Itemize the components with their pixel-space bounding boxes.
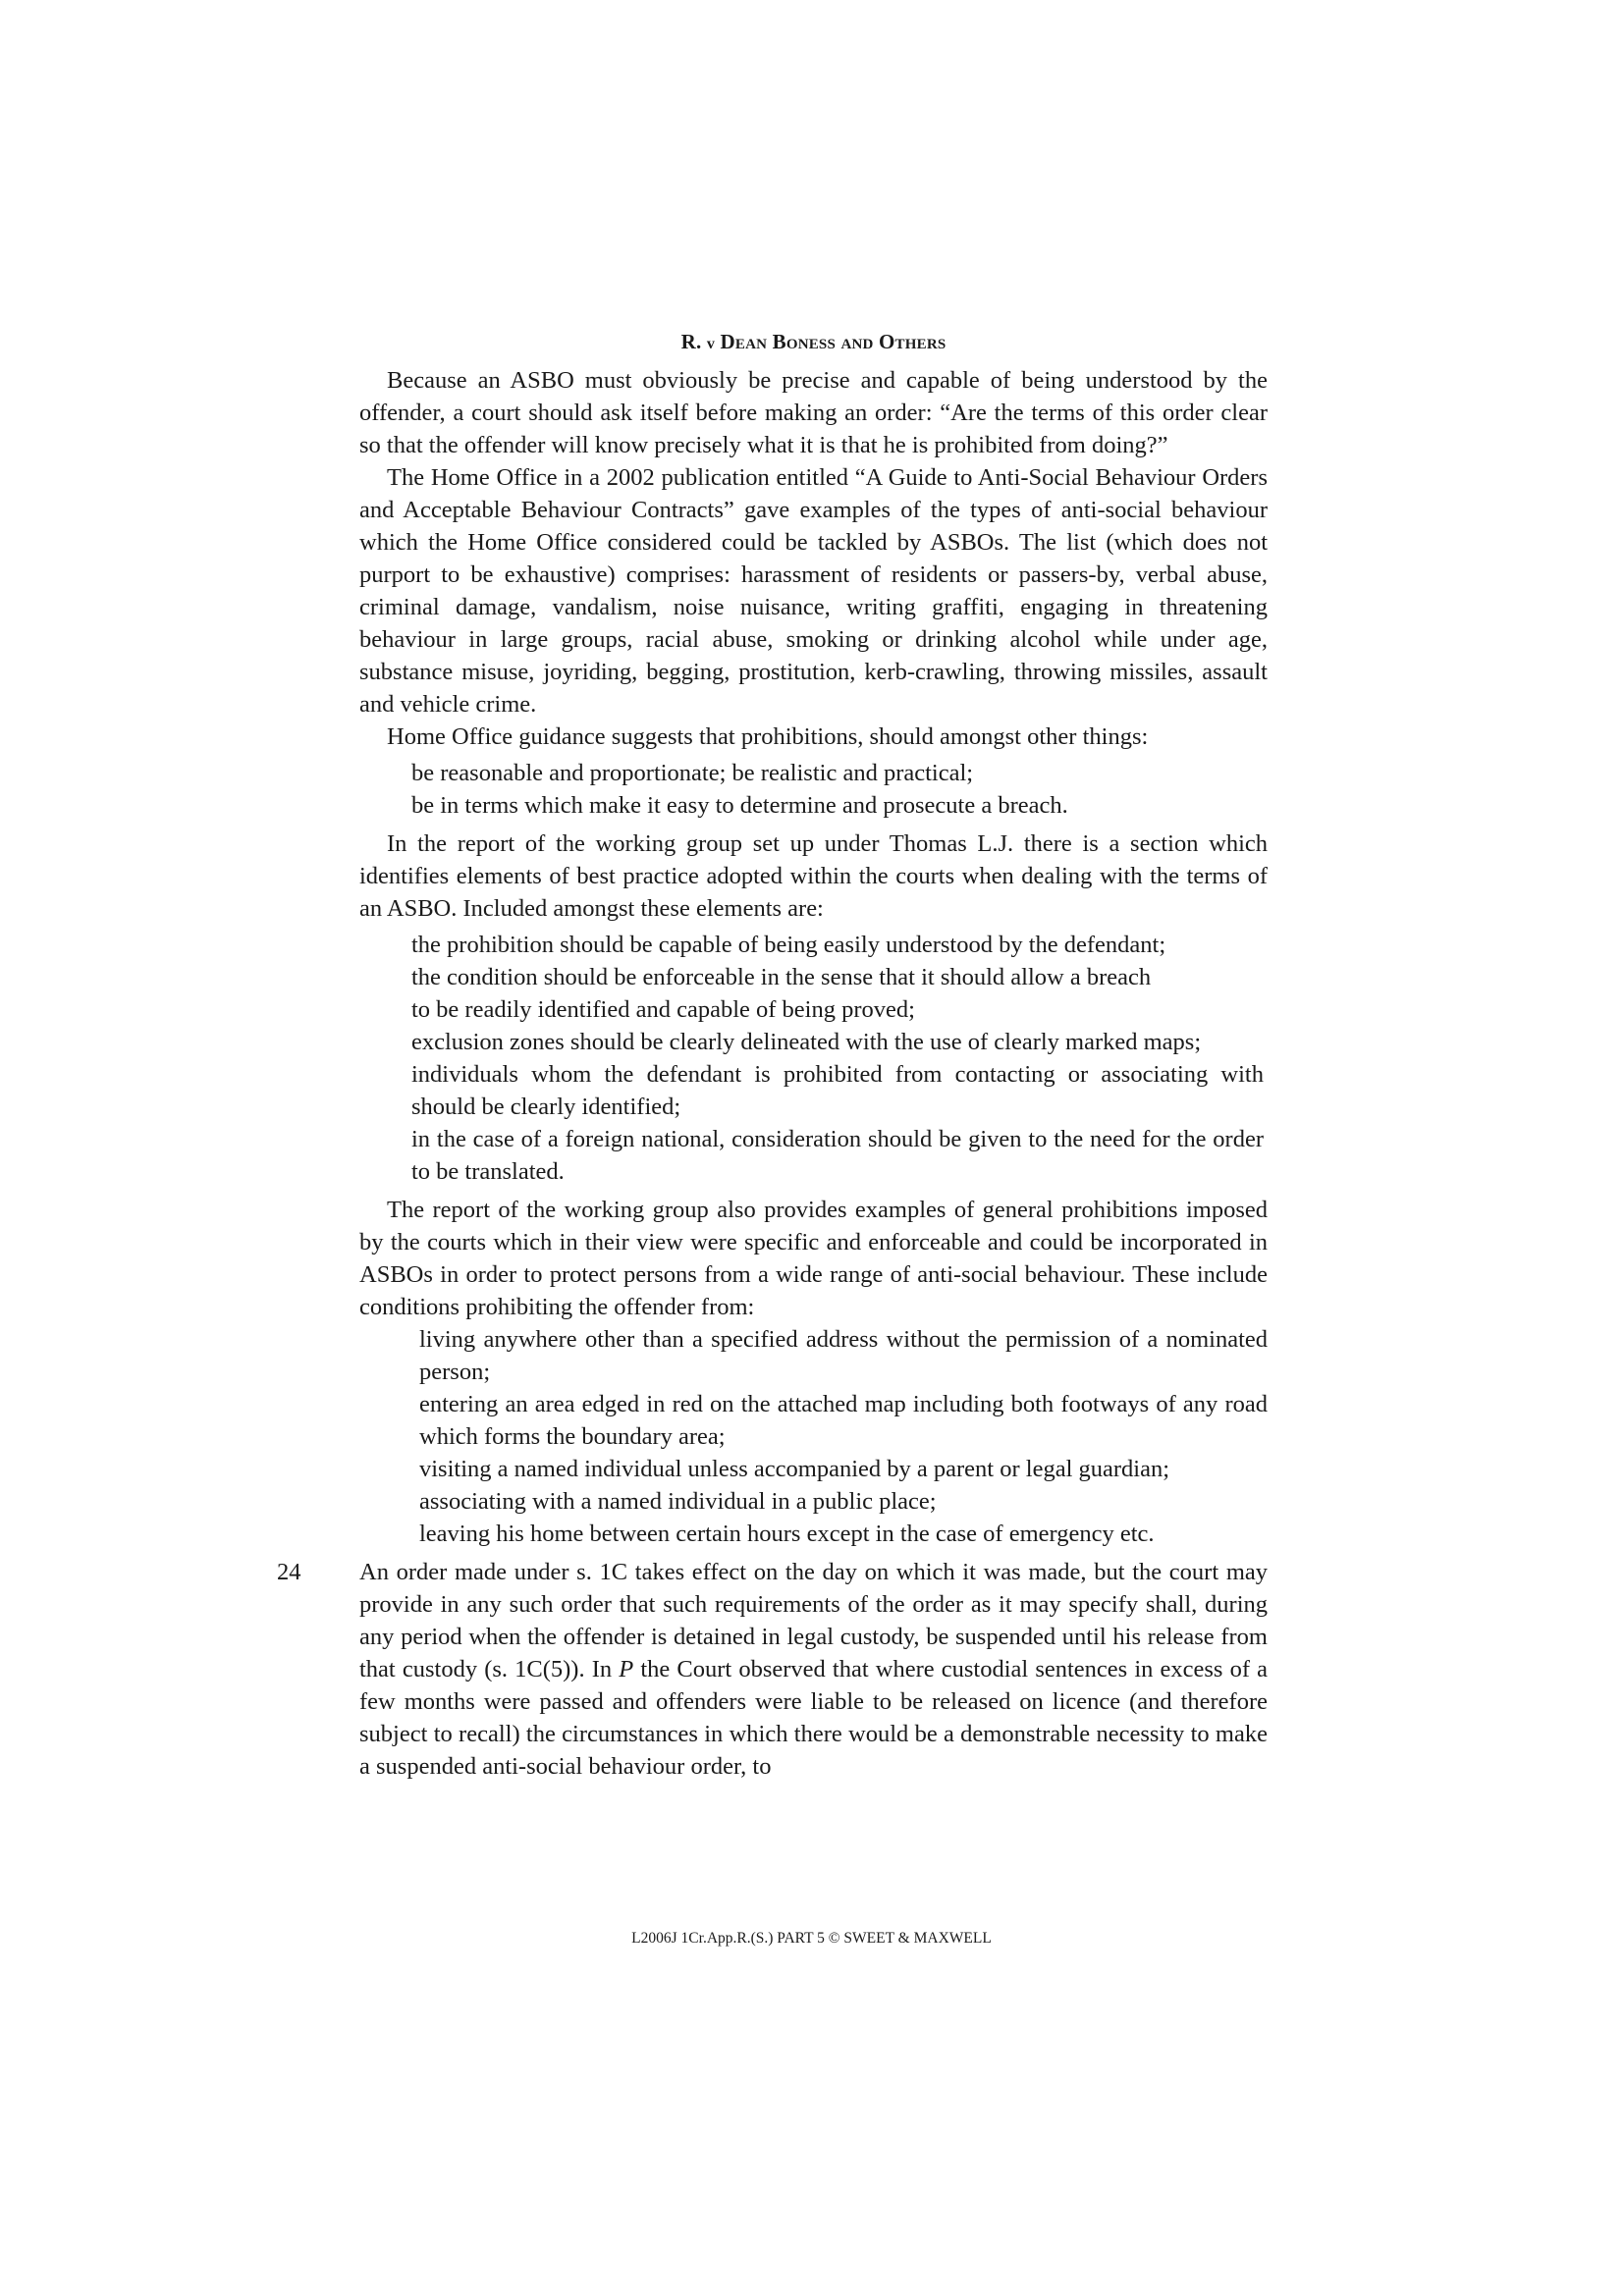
list-item: leaving his home between certain hours except in the case of emergency etc. — [419, 1521, 1155, 1547]
page-body — [277, 330, 1268, 1783]
list-item: associating with a named individual in a public place; — [419, 1488, 937, 1515]
paragraph-suspended-orders — [359, 1556, 1268, 1783]
case-reference: P — [619, 1656, 634, 1682]
list-item: the prohibition should be capable of being easily understood by the defendant; — [411, 932, 1166, 958]
list-item: be reasonable and proportionate; be realistic and practical; — [411, 760, 974, 786]
list-item: to be readily identified and capable of being proved; — [411, 996, 915, 1023]
running-header — [359, 330, 1268, 356]
paragraph-text: An order made under s. 1C takes effect on the day on which it was made, but the court may provide in any such order that such requirements of the order as it may specify shall, during any period when the offender is detained in legal custody, be suspended until his release from that custody (s. 1C(5)). In — [359, 1559, 1268, 1682]
paragraph-number: 24 — [277, 1559, 301, 1585]
header-v: v — [706, 336, 716, 352]
numbered-paragraph-24 — [277, 1556, 1268, 1783]
paragraph-text: the Court observed that where custodial sentences in excess of a few months were passed and offenders were liable to be released on licence (and therefore subject to recall) the circumstances in which there would be a demonstrable necessity to make a suspended anti-social behaviour order, to — [359, 1656, 1268, 1780]
list-item: entering an area edged in red on the attached map including both footways of any road which forms the boundary area; — [419, 1391, 1268, 1450]
header-r: R. — [680, 330, 702, 353]
paragraph-home-office-guide: The Home Office in a 2002 publication entitled “A Guide to Anti-Social Behaviour Orders and Acceptable Behaviour Contracts” gave examples of the types of anti-social behaviour which the Home Office considered could be tackled by ASBOs. The list (which does not purport to be exhaustive) comprises: harassment of residents or passers-by, verbal abuse, criminal damage, vandalism, noise nuisance, writing graffiti, engaging in threatening behaviour in large groups, racial abuse, smoking or drinking alcohol while under age, substance misuse, joyriding, begging, prostitution, kerb-crawling, throwing missiles, assault and vehicle crime. — [359, 464, 1268, 718]
list-item: individuals whom the defendant is prohibited from contacting or associating with should be clearly identified; — [411, 1061, 1264, 1120]
paragraph-working-group: In the report of the working group set up under Thomas L.J. there is a section which identifies elements of best practice adopted within the courts when dealing with the terms of an ASBO. Included amongst these elements are: — [359, 830, 1268, 922]
prohibition-list — [359, 1323, 1268, 1550]
list-item: visiting a named individual unless accompanied by a parent or legal guardian; — [419, 1456, 1170, 1482]
header-case-name: Dean Boness and Others — [720, 330, 947, 353]
list-item: exclusion zones should be clearly delineated with the use of clearly marked maps; — [411, 1029, 1202, 1055]
list-item: in the case of a foreign national, consideration should be given to the need for the order to be translated. — [411, 1126, 1264, 1185]
list-item: living anywhere other than a specified address without the permission of a nominated person; — [419, 1326, 1268, 1385]
paragraph-general-prohibitions: The report of the working group also provides examples of general prohibitions imposed by the courts which in their view were specific and enforceable and could be incorporated in ASBOs in order to protect persons from a wide range of anti-social behaviour. These include conditions prohibiting the offender from: — [359, 1197, 1268, 1320]
list-item: be in terms which make it easy to determine and prosecute a breach. — [411, 792, 1068, 819]
page-footer: L2006J 1Cr.App.R.(S.) PART 5 © SWEET & MAXWELL — [631, 1930, 992, 1947]
list-item: the condition should be enforceable in the sense that it should allow a breach — [411, 964, 1152, 990]
paragraph-guidance-intro: Home Office guidance suggests that prohibitions, should amongst other things: — [387, 723, 1149, 750]
best-practice-list — [359, 929, 1268, 1188]
guidance-list — [359, 757, 1268, 822]
paragraph-asbo-precision: Because an ASBO must obviously be precise and capable of being understood by the offender, a court should ask itself before making an order: “Are the terms of this order clear so that the offender will know precisely what it is that he is prohibited from doing?” — [359, 367, 1268, 458]
